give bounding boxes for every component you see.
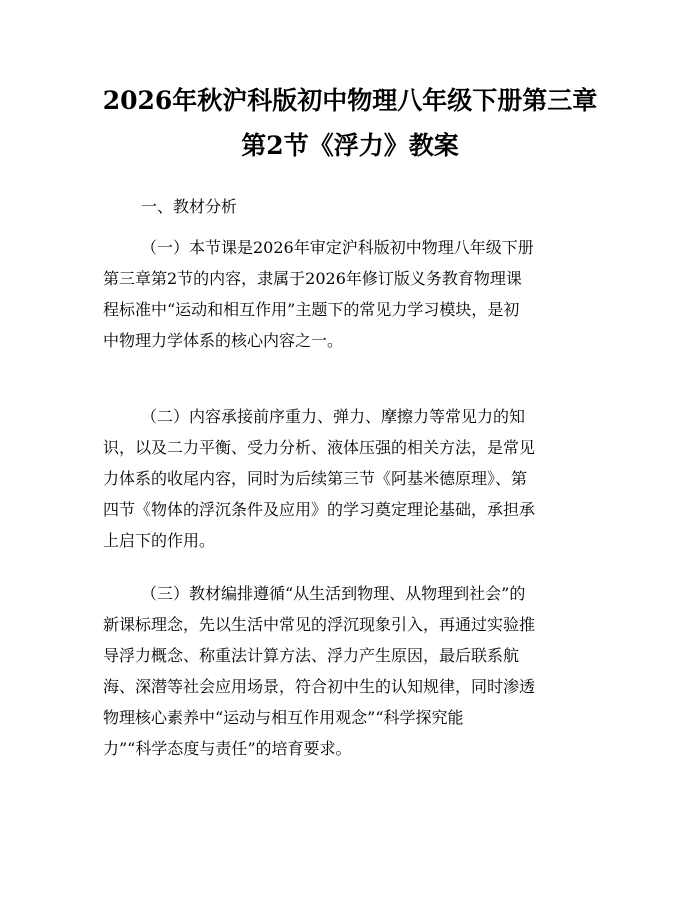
paragraph-1-line: 程标准中“运动和相互作用”主题下的常见力学习模块，是初 (103, 300, 520, 319)
paragraph-1-line: （一）本节课是2026年审定沪科版初中物理八年级下册 (141, 238, 534, 257)
paragraph-2-line: 上启下的作用。 (103, 531, 216, 550)
paragraph-2-line: 四节《物体的浮沉条件及应用》的学习奠定理论基础，承担承 (103, 500, 536, 519)
paragraph-2 (103, 401, 600, 556)
paragraph-3 (103, 578, 600, 764)
paragraph-3-line: 物理核心素养中“运动与相互作用观念”“科学探究能 (103, 708, 464, 727)
section-heading: 一、教材分析 (141, 197, 238, 216)
paragraph-1-line: 第三章第2节的内容，隶属于2026年修订版义务教育物理课 (103, 269, 522, 288)
paragraph-2-line: （二）内容承接前序重力、弹力、摩擦力等常见力的知 (141, 407, 526, 426)
document-title-line-1: 2026年秋沪科版初中物理八年级下册第三章 (102, 86, 598, 115)
paragraph-3-line: 新课标理念，先以生活中常见的浮沉现象引入，再通过实验推 (103, 615, 536, 634)
paragraph-1-line: 中物理力学体系的核心内容之一。 (103, 331, 344, 350)
paragraph-3-line: 海、深潜等社会应用场景，符合初中生的认知规律，同时渗透 (103, 677, 536, 696)
paragraph-2-line: 识，以及二力平衡、受力分析、液体压强的相关方法，是常见 (103, 438, 536, 457)
paragraph-3-line: （三）教材编排遵循“从生活到物理、从物理到社会”的 (141, 584, 526, 603)
paragraph-3-line: 力”“科学态度与责任”的培育要求。 (103, 739, 352, 758)
paragraph-1 (103, 232, 600, 356)
paragraph-3-line: 导浮力概念、称重法计算方法、浮力产生原因，最后联系航 (103, 646, 520, 665)
document-title-line-2: 第2节《浮力》教案 (241, 131, 459, 160)
paragraph-2-line: 力体系的收尾内容，同时为后续第三节《阿基米德原理》、第 (103, 469, 528, 488)
